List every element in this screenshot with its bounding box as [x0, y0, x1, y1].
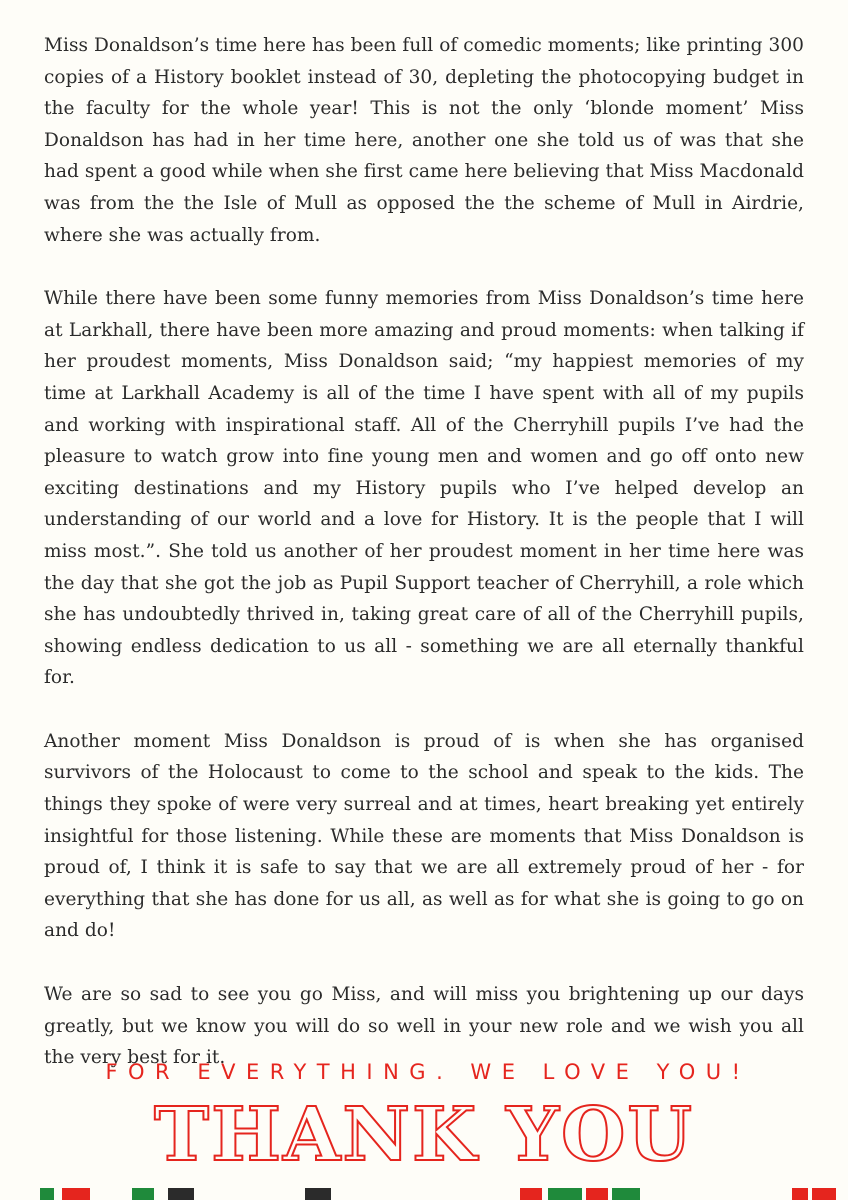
strip-segment: [168, 1188, 194, 1200]
strip-segment: [612, 1188, 640, 1200]
strip-segment: [40, 1188, 54, 1200]
article-body: [44, 30, 804, 1106]
strip-segment: [132, 1188, 154, 1200]
strip-segment: [305, 1188, 331, 1200]
closing-tagline: FOR EVERYTHING. WE LOVE YOU!: [105, 1060, 751, 1084]
thank-you-headline: THANK YOU: [154, 1092, 694, 1178]
paragraph-holocaust-survivors: Another moment Miss Donaldson is proud of is when she has organised survivors of the Holocaust to come to the school and speak to the kids. The things they spoke of were very surreal and at times, heart breaking yet entirely insightful for those listening. While these are moments that Miss Donaldson is proud of, I think it is safe to say that we are all extremely proud of her - for everything that she has done for us all, as well as for what she is going to go on and do!: [44, 730, 804, 942]
strip-segment: [520, 1188, 542, 1200]
paragraph-comedic-moments: Miss Donaldson’s time here has been full of comedic moments; like printing 300 copies of a History booklet instead of 30, depleting the photocopying budget in the faculty for the whole year! This is not the only ‘blonde moment’ Miss Donaldson has had in her time here, another one she told us of was that she had spent a good while when she first came here believing that Miss Macdonald was from the the Isle of Mull as opposed the the scheme of Mull in Airdrie, where she was actually from.: [44, 35, 804, 246]
strip-segment: [548, 1188, 582, 1200]
strip-segment: [812, 1188, 836, 1200]
paragraph-proud-moments: While there have been some funny memories from Miss Donaldson’s time here at Larkhall, there have been more amazing and proud moments: when talking if her proudest moments, Miss Donaldson said; “my happiest memories of my time at Larkhall Academy is all of the time I have spent with all of my pupils and working with inspirational staff. All of the Cherryhill pupils I’ve had the pleasure to watch grow into fine young men and women and go off onto new exciting destinations and my History pupils who I’ve helped develop an understanding of our world and a love for History. It is the people that I will miss most.”. She told us another of her proudest moment in her time here was the day that she got the job as Pupil Support teacher of Cherryhill, a role which she has undoubtedly thrived in, taking great care of all of the Cherryhill pupils, showing endless dedication to us all - something we are all eternally thankful for.: [44, 288, 804, 689]
strip-segment: [62, 1188, 90, 1200]
strip-segment: [586, 1188, 608, 1200]
paragraph-farewell: We are so sad to see you go Miss, and will miss you brightening up our days greatly, but we know you will do so well in your new role and we wish you all the very best for it.: [44, 984, 804, 1069]
decorative-bottom-strip: [0, 1188, 848, 1200]
strip-segment: [792, 1188, 808, 1200]
